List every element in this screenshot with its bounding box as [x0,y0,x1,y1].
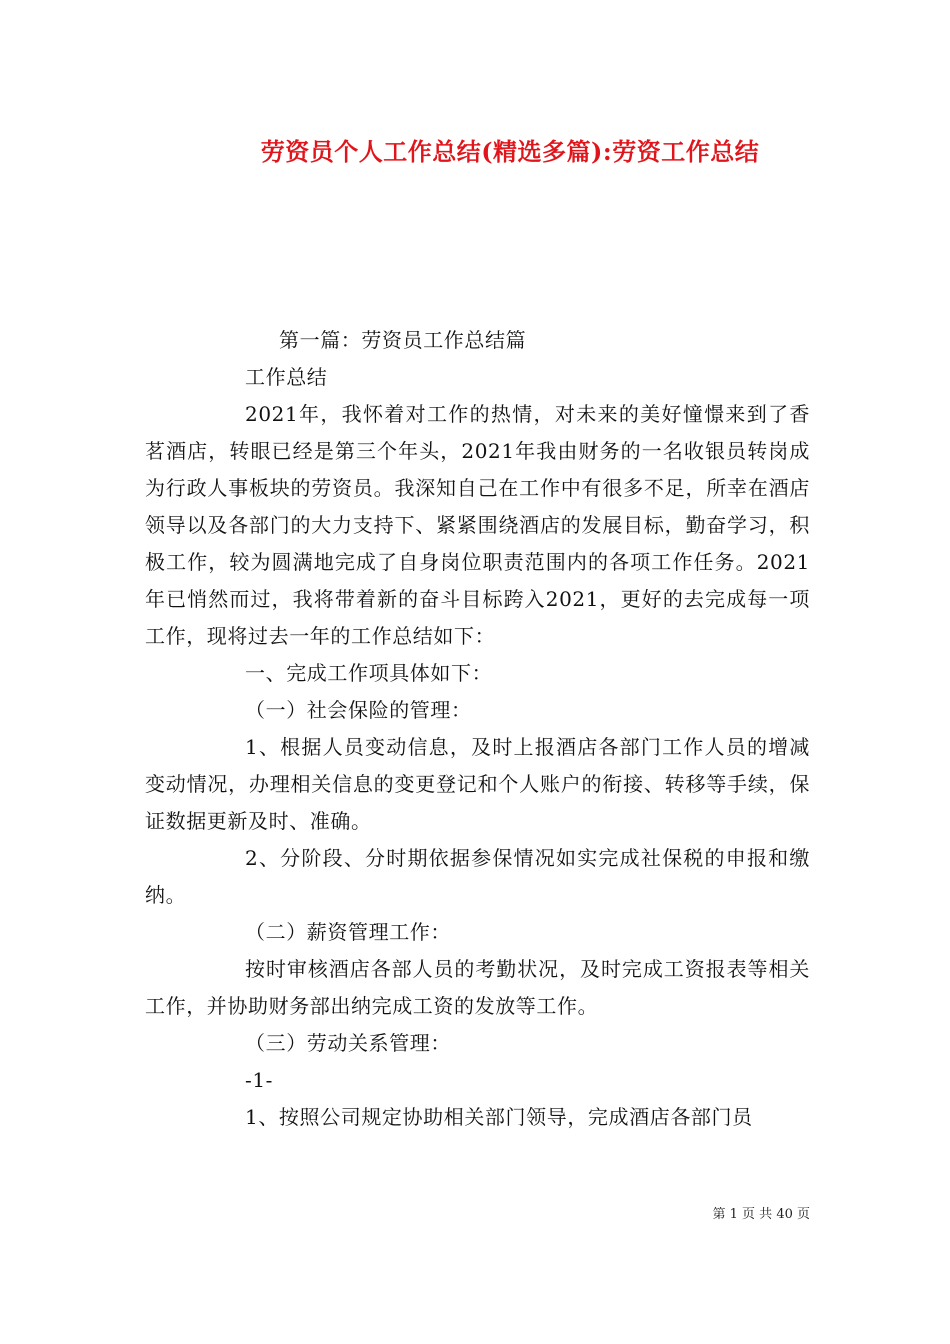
part-one-heading: 一、完成工作项具体如下： [245,661,493,685]
inner-page-marker: -1- [245,1068,274,1092]
intro-paragraph: 2021年，我怀着对工作的热情，对未来的美好憧憬来到了香茗酒店，转眼已经是第三个年头，2021年我由财务的一名收银员转岗成为行政人事板块的劳资员。我深知自己在工作中有很多不足，所幸在酒店领导以及各部门的大力支持下、紧紧围绕酒店的发展目标，勤奋学习，积极工作，较为圆满地完成了自身岗位职责范围内的各项工作任务。2021年已悄然而过，我将带着新的奋斗目标跨入2021，更好的去完成每一项工作，现将过去一年的工作总结如下： [145,402,810,648]
subsection-salary: （二）薪资管理工作： [245,920,451,944]
page-number: 第 1 页 共 40 页 [712,1207,810,1222]
subheading: 工作总结 [245,365,328,389]
subsection-labor-relations: （三）劳动关系管理： [245,1031,451,1055]
item-1-1-paragraph: 1、根据人员变动信息，及时上报酒店各部门工作人员的增减变动情况，办理相关信息的变更登记和个人账户的衔接、转移等手续，保证数据更新及时、准确。 [145,735,810,833]
document-body [145,322,810,1136]
subsection-social-insurance: （一）社会保险的管理： [245,698,472,722]
item-3-1-paragraph: 1、按照公司规定协助相关部门领导，完成酒店各部门员 [245,1105,753,1129]
document-title: 劳资员个人工作总结(精选多篇):劳资工作总结 [260,137,760,166]
salary-paragraph: 按时审核酒店各部人员的考勤状况，及时完成工资报表等相关工作，并协助财务部出纳完成工资的发放等工作。 [145,957,810,1018]
item-1-2-paragraph: 2、分阶段、分时期依据参保情况如实完成社保税的申报和缴纳。 [145,846,810,907]
section-heading: 第一篇：劳资员工作总结篇 [279,328,527,352]
